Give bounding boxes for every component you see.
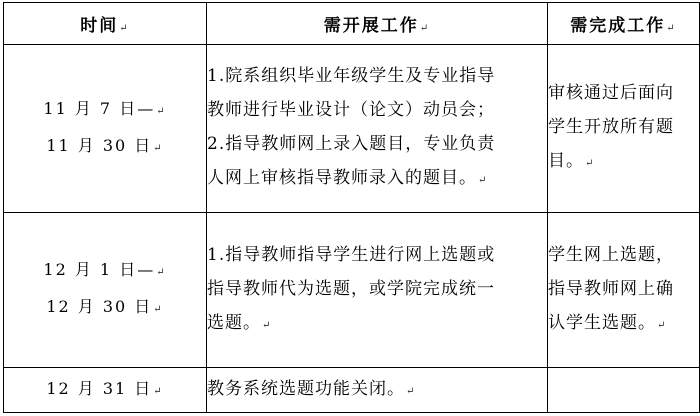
header-time: 时间↵ [4, 3, 207, 45]
work-cell: 教务系统选题功能关闭。↵ [207, 368, 548, 413]
table-row [4, 368, 700, 413]
header-work: 需开展工作↵ [207, 3, 548, 45]
schedule-table [3, 2, 700, 413]
time-cell: 12 月 31 日↵ [4, 368, 207, 413]
done-cell: 学生网上选题， 指导教师网上确 认学生选题。↵ [548, 213, 700, 368]
work-cell: 1.院系组织毕业年级学生及专业指导 教师进行毕业设计（论文）动员会； 2.指导教师网上录入题目，专业负责 人网上审核指导教师录入的题目。↵ [207, 45, 548, 213]
table-row [4, 213, 700, 368]
done-cell [548, 368, 700, 413]
header-done: 需完成工作↵ [548, 3, 700, 45]
table-row [4, 45, 700, 213]
time-cell: 11 月 7 日—↵ 11 月 30 日↵ [4, 45, 207, 213]
done-cell: 审核通过后面向 学生开放所有题 目。↵ [548, 45, 700, 213]
work-cell: 1.指导教师指导学生进行网上选题或 指导教师代为选题，或学院完成统一 选题。↵ [207, 213, 548, 368]
header-row [4, 3, 700, 45]
time-cell: 12 月 1 日—↵ 12 月 30 日↵ [4, 213, 207, 368]
